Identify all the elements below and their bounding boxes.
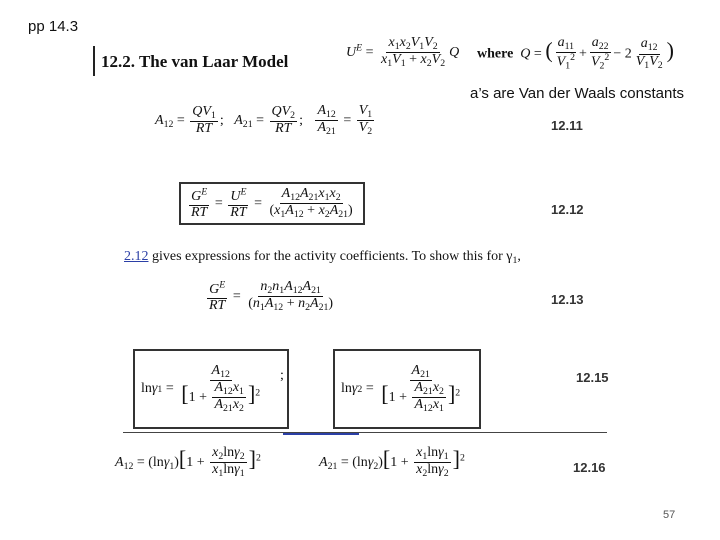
sentence-sub: 1 <box>512 254 518 266</box>
ue-definition: $U^E$ = $\frac{x_1x_2V_1V_2}{x_1V_1 + x_2V_2}$ Q <box>346 35 460 70</box>
equation-number-12-16: 12.16 <box>573 460 606 475</box>
section-title: 12.2. The van Laar Model <box>101 52 289 71</box>
section-bar <box>93 46 95 76</box>
page-number: 57 <box>663 509 676 521</box>
equation-12-16-a21: $A_{21} = (\ln\gamma_2)[1$ + $\frac{x_1\ln\gamma_1}{x_2\ln\gamma_2}$ ]$^2$ <box>319 445 465 480</box>
equation-12-13: $\frac{G^E}{RT}$ = $\frac{n_2n_1A_{12}A_{21}}{(n_1A_{12} + n_2A_{21})}$ <box>209 279 334 314</box>
equation-12-15-gamma1: ln γ 1 = $A_{12}$ [1 + $\frac{A_{12}x_1}{A_{21}x_2}$ ]$^2$ <box>133 349 289 429</box>
q-definition: where Q = ( $\frac{a_{11}}{V_1^2}$ + $\frac{a_{22}}{V_2^2}$ − 2 $\frac{a_{12}}{V_1V_2}$ ) <box>477 35 674 72</box>
divider-line <box>123 432 607 433</box>
annotation: a’s are Van der Waals constants <box>470 85 684 102</box>
equation-number-12-15: 12.15 <box>576 370 609 385</box>
equation-link[interactable]: 2.12 <box>124 249 149 264</box>
equation-12-15-gamma2: ln γ 2 = $A_{21}$ [1 + $\frac{A_{21}x_2}{A_{12}x_1}$ ]$^2$ <box>333 349 481 429</box>
sentence-end: , <box>517 249 521 264</box>
activity-sentence <box>124 249 521 266</box>
equation-12-11: $A_{12}$ = $\frac{QV_1}{RT}$ ; $A_{21}$ = $\frac{QV_2}{RT}$ ; $\frac{A_{12}}{A_{21}}$ = $\frac{V_1}{V_2}$ <box>155 103 373 138</box>
equation-12-12: $\frac{G^E}{RT}$ = $\frac{U^E}{RT}$ = $\frac{A_{12}A_{21}x_1x_2}{(x_1A_{12} + x_2A_{21})}$ <box>179 182 365 225</box>
divider-accent <box>283 433 359 435</box>
sentence-text: gives expressions for the activity coefficients. To show this for γ <box>152 249 513 264</box>
equation-number-12-11: 12.11 <box>551 118 583 133</box>
equation-number-12-12: 12.12 <box>551 202 584 217</box>
separator-semicolon: ; <box>280 368 284 383</box>
equation-12-16-a12: $A_{12} = (\ln\gamma_1)[1$ + $\frac{x_2\ln\gamma_2}{x_1\ln\gamma_1}$ ]$^2$ <box>115 445 261 480</box>
slide-label: pp 14.3 <box>28 18 79 35</box>
equation-number-12-13: 12.13 <box>551 292 584 307</box>
